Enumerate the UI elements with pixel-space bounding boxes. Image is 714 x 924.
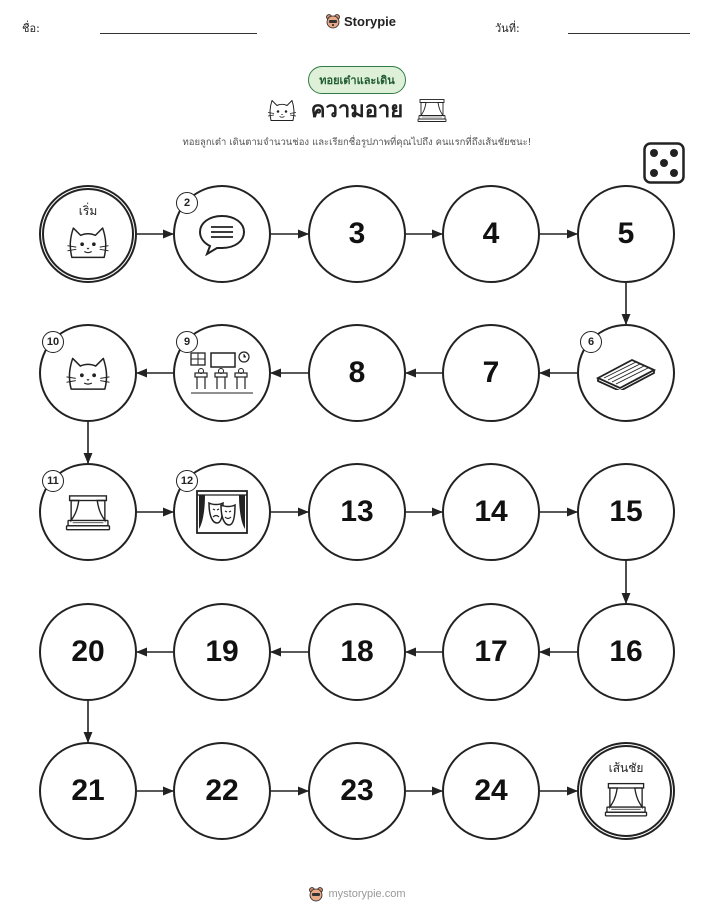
footer-url[interactable]: mystorypie.com [328, 888, 406, 900]
date-label: วันที่: [495, 22, 520, 35]
floor-mat-icon [596, 356, 656, 390]
cell-number: 24 [474, 774, 508, 807]
cat-face-icon [65, 353, 111, 393]
cell-number: 8 [348, 356, 366, 389]
stage-curtain-icon [604, 780, 648, 818]
board-cell-14[interactable] [442, 463, 540, 561]
brand-name: Storypie [344, 13, 397, 29]
cell-number: 7 [482, 356, 500, 389]
board-cell-7[interactable] [442, 324, 540, 422]
board-cell-24[interactable] [442, 742, 540, 840]
board-cell-18[interactable] [308, 603, 406, 701]
cat-face-icon [66, 223, 110, 261]
board-cell-20[interactable] [39, 603, 137, 701]
footer [0, 886, 714, 902]
cell-number: 19 [205, 635, 239, 668]
board-cell-5[interactable] [577, 185, 675, 283]
start-label: เริ่ม [78, 204, 98, 218]
cell-number-badge: 12 [176, 470, 198, 492]
theater-masks-icon [195, 489, 249, 535]
name-label: ชื่อ: [22, 22, 40, 35]
board-cell-8[interactable] [308, 324, 406, 422]
cell-number: 14 [474, 495, 508, 528]
speech-bubble-icon [197, 212, 247, 256]
board-cell-23[interactable] [308, 742, 406, 840]
classroom-icon [189, 349, 255, 397]
cell-number-badge: 6 [580, 331, 602, 353]
board-cell-15[interactable] [577, 463, 675, 561]
board-cell-21[interactable] [39, 742, 137, 840]
stage-curtain-icon [65, 492, 111, 532]
game-type-badge: ทอยเต๋าและเดิน [308, 66, 406, 94]
cell-number: 5 [617, 217, 635, 250]
cell-number: 16 [609, 635, 643, 668]
board-cell-13[interactable] [308, 463, 406, 561]
board-cell-19[interactable] [173, 603, 271, 701]
cell-number: 13 [340, 495, 374, 528]
board-cell-16[interactable] [577, 603, 675, 701]
cell-number: 18 [340, 635, 374, 668]
bear-logo-icon [308, 886, 324, 902]
page-title: ความอาย [310, 98, 404, 123]
board-cell-22[interactable] [173, 742, 271, 840]
cell-number: 4 [482, 217, 500, 250]
cell-number-badge: 9 [176, 331, 198, 353]
cell-number: 17 [474, 635, 508, 668]
cell-number-badge: 2 [176, 192, 198, 214]
board-cell-4[interactable] [442, 185, 540, 283]
cell-number-badge: 10 [42, 331, 64, 353]
cell-number: 21 [71, 774, 105, 807]
finish-cell[interactable] [577, 742, 675, 840]
finish-label: เส้นชัย [608, 761, 644, 775]
board-cell-17[interactable] [442, 603, 540, 701]
cell-number: 20 [71, 635, 105, 668]
instructions: ทอยลูกเต๋า เดินตามจำนวนช่อง และเรียกชื่อรูปภาพที่คุณไปถึง คนแรกที่ถึงเส้นชัยชนะ! [182, 137, 532, 148]
cell-number: 23 [340, 774, 374, 807]
cell-number: 3 [348, 217, 366, 250]
cell-number-badge: 11 [42, 470, 64, 492]
cell-number: 15 [609, 495, 643, 528]
start-cell[interactable] [39, 185, 137, 283]
board-cell-3[interactable] [308, 185, 406, 283]
cell-number: 22 [205, 774, 239, 807]
